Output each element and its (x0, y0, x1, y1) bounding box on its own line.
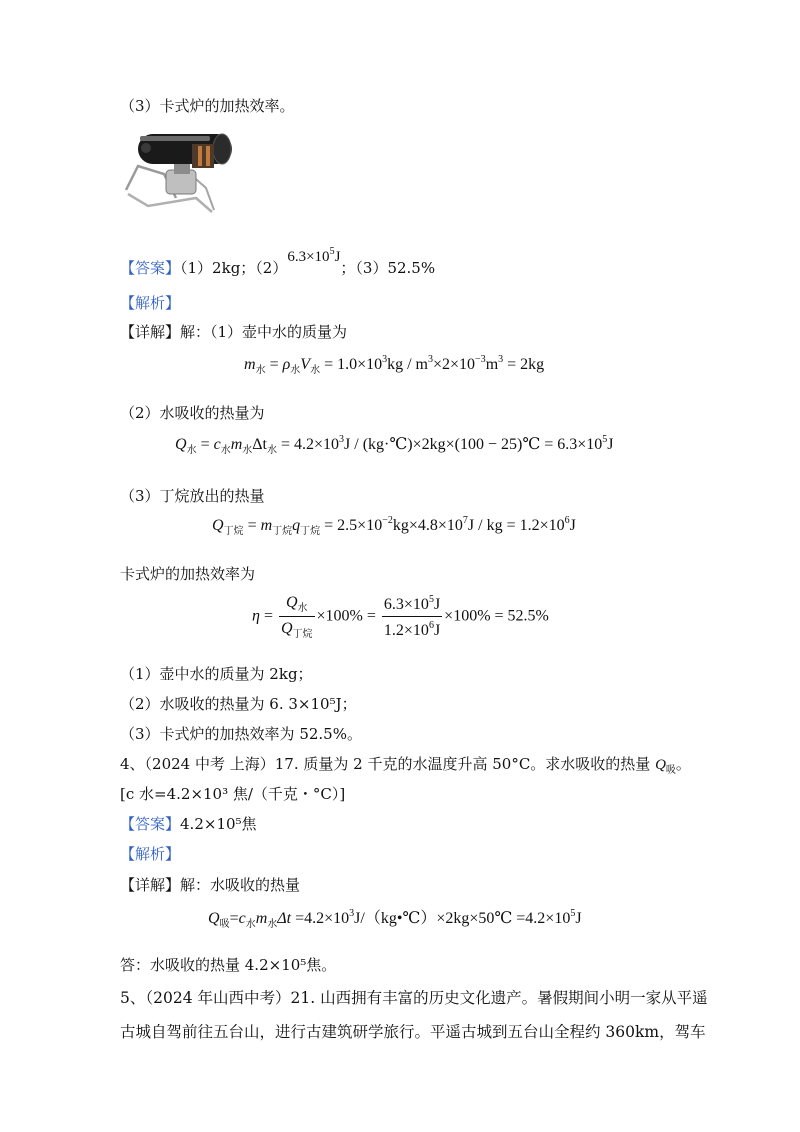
answer-line (120, 246, 436, 279)
analysis-tag: 【解析】 (120, 294, 181, 312)
question-part3-text: （3）卡式炉的加热效率。 (120, 97, 295, 115)
detail-tag: 【详解】 (120, 323, 181, 341)
conclusion-2: （2）水吸收的热量为 6. 3×10⁵J； (120, 695, 357, 713)
q4-detail-line (120, 875, 300, 895)
answer-tag: 【答案】 (120, 259, 181, 277)
question-5-line2: 古城自驾前往五台山，进行古建筑研学旅行。平遥古城到五台山全程约 360km，驾车 (120, 1023, 706, 1041)
answer-part2-exp: 5 (329, 246, 335, 257)
detail-intro-text: 解：（1）壶中水的质量为 (180, 323, 348, 341)
part3-label: （3）丁烷放出的热量 (120, 487, 265, 505)
question-5-line1: 5、（2024 年山西中考）21. 山西拥有丰富的历史文化遗产。暑假期间小明一家从平遥 (120, 989, 708, 1007)
q4-answer-value: 4.2×10⁵焦 (180, 815, 257, 833)
question-4-line1: 4、（2024 中考 上海）17. 质量为 2 千克的水温度升高 50°C。求水吸收的热量 $Q_吸$。 (120, 755, 691, 776)
detail-intro-line (120, 322, 347, 342)
answer-part2-value: 6.3×10 (287, 249, 330, 265)
conclusion-1: （1）壶中水的质量为 2kg； (120, 665, 313, 683)
q4-analysis-tag: 【解析】 (120, 845, 181, 863)
answer-part1: （1）2kg；（2） (180, 259, 288, 277)
equation-heat-absorbed: $Q_水 = c_水m_水\Delta t_水 = 4.2\times 10^3J$ / (kg·℃)×2kg×(100 − 25)℃ = $6.3\times 10^5J$ (175, 434, 614, 456)
q4-final-answer: 答：水吸收的热量 4.2×10⁵焦。 (120, 956, 337, 974)
conclusion-3: （3）卡式炉的加热效率为 52.5%。 (120, 725, 362, 743)
answer-part3: ；（3）52.5% (340, 259, 436, 277)
q4-detail-tag: 【详解】 (120, 876, 181, 894)
q4-answer-tag: 【答案】 (120, 815, 181, 833)
equation-water-mass: $m_水 = \rho_水V_水 = 1.0\times 10^3kg / m^3\times 2\times 10^{-3}m^3 = 2kg$ (244, 354, 545, 376)
answer-part2-unit: J (334, 249, 341, 265)
cassette-stove-image (118, 128, 243, 223)
q4-answer-line (120, 814, 257, 834)
part2-label: （2）水吸收的热量为 (120, 404, 265, 422)
q4-detail-text: 解：水吸收的热量 (180, 876, 301, 894)
equation-efficiency: η = $\frac{Q_水}{Q_{丁烷}}$ ×100% = $\frac{6.3\times 10^5J}{1.2\times 10^6J}$ ×100% = 52.5% (252, 594, 549, 640)
equation-butane-heat: $Q_{丁烷} = m_{丁烷}q_{丁烷} = 2.5\times 10^{-2}kg\times 4.8\times 10^7J$ / kg = $1.2\times 10^6J$ (212, 515, 576, 537)
efficiency-label: 卡式炉的加热效率为 (120, 565, 256, 583)
question-4-line2: [c 水=4.2×10³ 焦/（千克・°C）] (120, 785, 346, 803)
q4-equation: $Q_吸=c_水m_水\Delta t$ $=4.2\times 10^3J/(kg•℃)\times 2kg\times 50℃ =4.2\times 10^5J$ (208, 908, 582, 930)
